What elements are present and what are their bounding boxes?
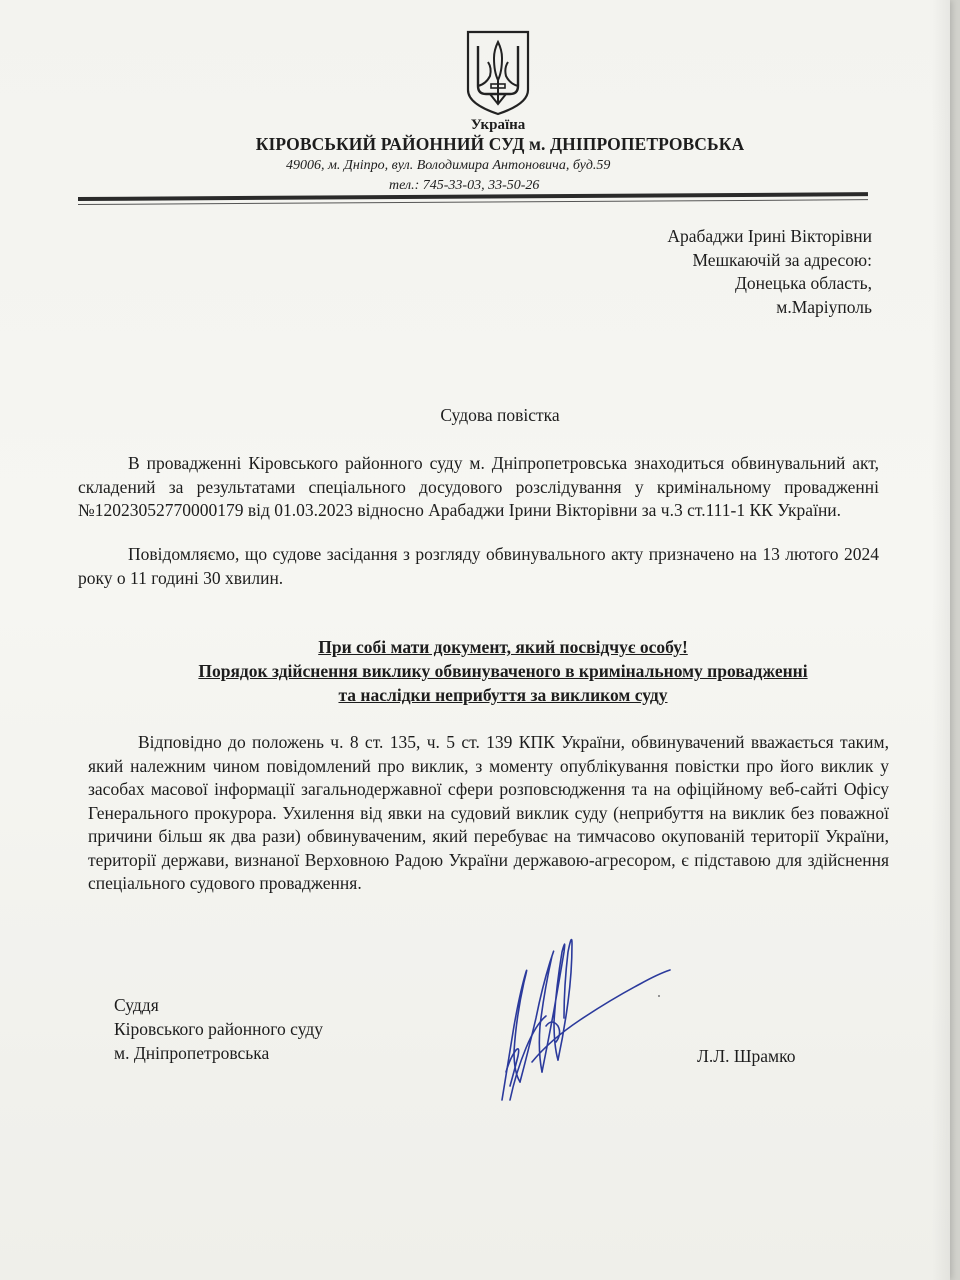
addressee-name: Арабаджи Ірині Вікторівни [667,226,872,246]
addressee-block [667,225,872,319]
addressee-residing: Мешкаючій за адресою: [692,249,872,270]
signatory-block [114,993,323,1065]
body-paragraph-2: Повідомляємо, що судове засідання з розгляду обвинувального акту призначено на 13 лютого 2024 року о 11 годині 30 хвилин. [78,544,879,588]
notice-id-required: При собі мати документ, який посвідчує особу! [318,637,688,657]
judge-name: Л.Л. Шрамко [697,1046,796,1066]
legal-paragraph: Відповідно до положень ч. 8 ст. 135, ч. 5 ст. 139 КПК України, обвинувачений вважається таким, який належним чином повідомлений про виклик, з моменту опублікування повістки про його виклик у засобах масової інформації загальнодержавної сфери розповсюдження та на офіційному веб-сайті Офісу Генерального прокурора. Ухилення від явки на судовий виклик суду (неприбуття на виклик без поважної причини більш як два рази) обвинуваченим, який перебуває на тимчасово окупованій території України, території держави, визнаної Верховною Радою України державою-агресором, є підставою для здійснення спеціального судового провадження. [88,732,889,893]
addressee-city: м.Маріуполь [776,296,872,317]
country-name: Україна [470,117,526,133]
court-phone: тел.: 745-33-03, 33-50-26 [389,178,540,193]
document-title: Судова повістка [440,405,560,425]
paper-speck [658,995,660,997]
signatory-court-line-2: м. Дніпропетровська [114,1043,270,1063]
handwritten-signature [480,922,700,1112]
notice-heading-line-2: та наслідки неприбуття за викликом суду [338,685,668,705]
court-address: 49006, м. Дніпро, вул. Володимира Антоновича, буд.59 [286,158,611,173]
signatory-court-line-1: Кіровського районного суду [114,1019,323,1039]
notice-heading-line-1: Порядок здійснення виклику обвинуваченого в кримінальному провадженні [198,661,808,681]
addressee-region: Донецька область, [734,273,872,293]
tryzub-emblem-icon [464,28,532,116]
signatory-role: Суддя [114,995,159,1015]
court-name: КІРОВСЬКИЙ РАЙОННИЙ СУД м. ДНІПРОПЕТРОВСЬКА [255,134,745,154]
body-paragraph-1: В провадженні Кіровського районного суду м. Дніпропетровська знаходиться обвинувальний акт, складений за результатами спеціального досудового розслідування у кримінальному провадженні №12023052770000179 від 01.03.2023 відносно Арабаджи Ірини Вікторівни за ч.3 ст.111-1 КК України. [78,453,879,520]
